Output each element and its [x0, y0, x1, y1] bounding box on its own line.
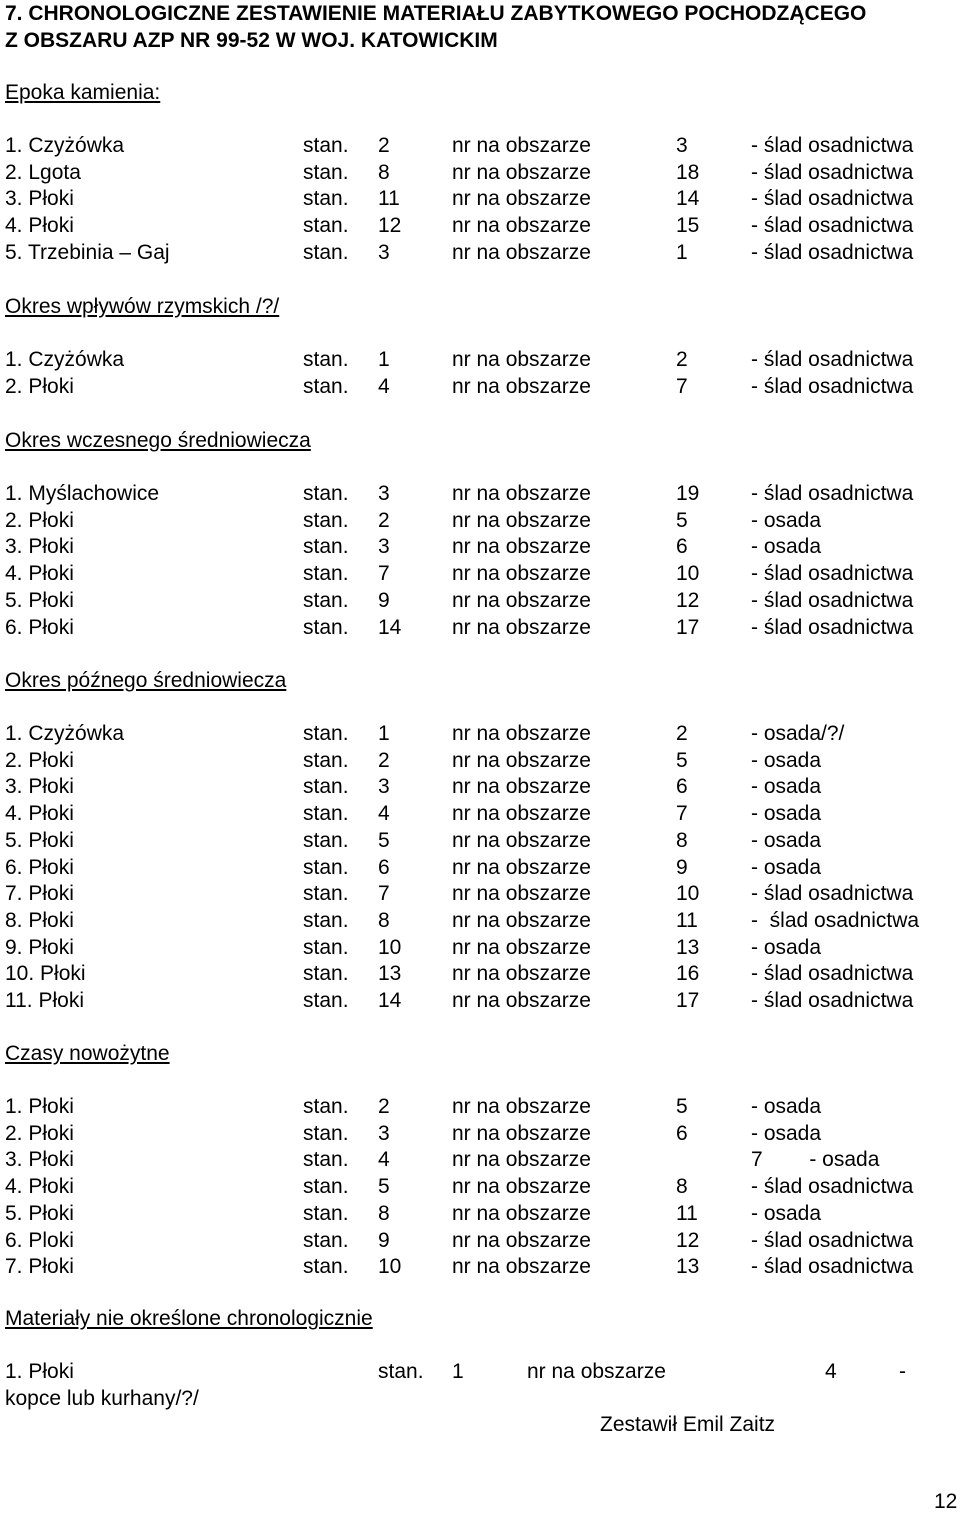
site-name: 3. Płoki: [5, 775, 74, 799]
area-label: nr na obszarze: [452, 348, 591, 371]
area-number: 13: [676, 935, 700, 959]
stan-label: stan.: [303, 374, 349, 398]
site-name: 3. Płoki: [5, 187, 74, 211]
stan-number: 1: [378, 348, 390, 371]
stan-number: 7: [378, 562, 390, 586]
stan-number: 6: [378, 855, 390, 879]
title-line-1: 7. CHRONOLOGICZNE ZESTAWIENIE MATERIAŁU ZABYTKOWEGO POCHODZĄCEGO: [5, 2, 867, 25]
site-name: 4. Płoki: [5, 562, 74, 586]
site-name: 6. Płoki: [5, 855, 74, 879]
site-name: 4. Płoki: [5, 802, 74, 826]
stan-label: stan.: [303, 1148, 349, 1172]
area-label: nr na obszarze: [452, 748, 591, 772]
area-number: 10: [676, 882, 700, 906]
area-label: nr na obszarze: [452, 240, 591, 264]
site-name: 9. Płoki: [5, 935, 74, 959]
area-number: 11: [676, 1201, 698, 1225]
list-item: [0, 1174, 960, 1201]
area-label: nr na obszarze: [452, 1201, 591, 1225]
stan-number: 2: [378, 508, 390, 532]
list-item: [0, 1147, 960, 1174]
area-label: nr na obszarze: [452, 908, 591, 932]
area-label: nr na obszarze: [452, 562, 591, 586]
area-number: 3: [676, 134, 688, 157]
site-type: - osada: [751, 802, 822, 826]
area-label: nr na obszarze: [452, 187, 591, 211]
site-type: - osada: [751, 1095, 822, 1118]
site-type: - ślad osadnictwa: [751, 348, 914, 371]
list-item: [0, 160, 960, 187]
site-type: - ślad osadnictwa: [751, 962, 914, 986]
area-label: nr na obszarze: [452, 1095, 591, 1118]
stan-number: 1: [452, 1360, 464, 1383]
stan-label: stan.: [303, 855, 349, 879]
site-name: 1. Czyżówka: [5, 722, 125, 745]
stan-label: stan.: [303, 482, 349, 505]
site-type: - osada/?/: [751, 722, 845, 745]
site-name: 7. Płoki: [5, 882, 74, 906]
stan-label: stan.: [303, 615, 349, 639]
site-name: 1. Myślachowice: [5, 482, 160, 505]
area-number: 2: [676, 722, 688, 745]
site-type: - ślad osadnictwa: [751, 1228, 914, 1252]
stan-number: 13: [378, 962, 402, 986]
area-label: nr na obszarze: [452, 160, 591, 184]
site-name: 2. Płoki: [5, 508, 74, 532]
stan-label: stan.: [303, 134, 349, 157]
area-number: 14: [676, 187, 700, 211]
stan-number: 10: [378, 935, 402, 959]
site-name: 8. Płoki: [5, 908, 74, 932]
area-label: nr na obszarze: [452, 482, 591, 505]
stan-label: stan.: [303, 882, 349, 906]
area-label: nr na obszarze: [527, 1360, 666, 1383]
area-number: 2: [676, 348, 688, 371]
stan-number: 4: [378, 374, 390, 398]
area-number: 6: [676, 535, 688, 559]
site-name: 2. Płoki: [5, 374, 74, 398]
stan-label: stan.: [303, 187, 349, 211]
list-item: [0, 508, 960, 535]
area-number: 6: [676, 775, 688, 799]
list-item: [0, 347, 960, 374]
stan-number: 8: [378, 1201, 390, 1225]
list-item: [0, 748, 960, 775]
stan-number: 1: [378, 722, 390, 745]
site-name: 1. Płoki: [5, 1095, 74, 1118]
site-type: - osada: [751, 935, 822, 959]
area-number: 17: [676, 615, 700, 639]
list-item: [0, 240, 960, 267]
stan-number: 14: [378, 615, 402, 639]
list-item: [0, 1359, 960, 1386]
site-type: - osada: [751, 535, 822, 559]
stan-number: 11: [378, 187, 400, 211]
site-name: 3. Płoki: [5, 535, 74, 559]
site-name: 4. Płoki: [5, 1175, 74, 1199]
site-type: - ślad osadnictwa: [751, 1175, 914, 1199]
area-number: 16: [676, 962, 700, 986]
stan-number: 12: [378, 214, 402, 238]
area-label: nr na obszarze: [452, 1228, 591, 1252]
stan-number: 3: [378, 775, 390, 799]
area-number: 10: [676, 562, 700, 586]
site-name: 1. Płoki: [5, 1360, 74, 1383]
list-item: [0, 1201, 960, 1228]
site-type: - osada: [751, 508, 822, 532]
site-name: 10. Płoki: [5, 962, 86, 986]
list-item: [0, 133, 960, 160]
stan-number: 8: [378, 160, 390, 184]
site-type: - ślad osadnictwa: [751, 615, 914, 639]
list-item: [0, 615, 960, 642]
section-heading: Epoka kamienia:: [5, 81, 161, 104]
site-name: 4. Płoki: [5, 214, 74, 238]
title-line-2: Z OBSZARU AZP NR 99-52 W WOJ. KATOWICKIM: [5, 29, 498, 52]
site-type: - ślad osadnictwa: [751, 134, 914, 157]
stan-number: 7: [378, 882, 390, 906]
list-item: [0, 988, 960, 1015]
site-type: - osada: [751, 748, 822, 772]
site-type: - ślad osadnictwa: [751, 374, 914, 398]
site-name: 1. Czyżówka: [5, 348, 125, 371]
site-type: - osada: [751, 855, 822, 879]
area-label: nr na obszarze: [452, 989, 591, 1012]
area-number: 9: [676, 855, 688, 879]
stan-label: stan.: [303, 802, 349, 826]
area-label: nr na obszarze: [452, 775, 591, 799]
stan-number: 3: [378, 240, 390, 264]
section-heading: Okres późnego średniowiecza: [5, 669, 287, 692]
stan-number: 2: [378, 748, 390, 772]
list-item: [0, 1228, 960, 1255]
stan-number: 4: [378, 1148, 390, 1172]
area-number: 4: [825, 1360, 837, 1383]
page-number: 12: [934, 1490, 958, 1513]
list-item: [0, 561, 960, 588]
site-name: 2. Płoki: [5, 1121, 74, 1145]
stan-label: stan.: [303, 775, 349, 799]
area-number: 17: [676, 989, 700, 1012]
site-name: 6. Płoki: [5, 615, 74, 639]
area-number: 7: [676, 802, 688, 826]
site-type: - ślad osadnictwa: [751, 187, 914, 211]
list-item: [0, 828, 960, 855]
stan-label: stan.: [303, 1175, 349, 1199]
site-name: 3. Płoki: [5, 1148, 74, 1172]
area-number: 1: [676, 240, 688, 264]
stan-label: stan.: [303, 989, 349, 1012]
area-number: 12: [676, 1228, 700, 1252]
area-number: 18: [676, 160, 700, 184]
stan-number: 3: [378, 482, 390, 505]
area-label: nr na obszarze: [452, 828, 591, 852]
site-type: -: [899, 1360, 906, 1383]
area-label: nr na obszarze: [452, 802, 591, 826]
stan-label: stan.: [303, 1201, 349, 1225]
area-label: nr na obszarze: [452, 1175, 591, 1199]
list-item: [0, 961, 960, 988]
area-number: 5: [676, 508, 688, 532]
list-item: [0, 935, 960, 962]
site-type: - ślad osadnictwa: [751, 882, 914, 906]
stan-label: stan.: [303, 1095, 349, 1118]
site-name: 5. Płoki: [5, 828, 74, 852]
list-item: [0, 534, 960, 561]
site-type: - ślad osadnictwa: [751, 160, 914, 184]
stan-label: stan.: [303, 962, 349, 986]
list-item: [0, 481, 960, 508]
area-number: 19: [676, 482, 700, 505]
stan-label: stan.: [303, 722, 349, 745]
stan-number: 8: [378, 908, 390, 932]
area-number: 12: [676, 588, 700, 612]
stan-number: 14: [378, 989, 402, 1012]
area-label: nr na obszarze: [452, 1255, 591, 1279]
area-label: nr na obszarze: [452, 214, 591, 238]
area-label: nr na obszarze: [452, 588, 591, 612]
site-type: - ślad osadnictwa: [751, 989, 914, 1012]
section-heading: Materiały nie określone chronologicznie: [5, 1307, 373, 1330]
area-label: nr na obszarze: [452, 855, 591, 879]
area-number: 11: [676, 908, 698, 932]
site-name: 11. Płoki: [5, 989, 84, 1012]
site-type: 7 - osada: [751, 1148, 880, 1172]
stan-number: 5: [378, 1175, 390, 1199]
area-label: nr na obszarze: [452, 935, 591, 959]
area-label: nr na obszarze: [452, 1121, 591, 1145]
site-type: - ślad osadnictwa: [751, 482, 914, 505]
area-number: 6: [676, 1121, 688, 1145]
site-type: - ślad osadnictwa: [751, 588, 914, 612]
site-name: 5. Trzebinia – Gaj: [5, 240, 170, 264]
area-number: 5: [676, 1095, 688, 1118]
site-type: - ślad osadnictwa: [751, 908, 920, 932]
stan-label: stan.: [303, 908, 349, 932]
list-item: [0, 721, 960, 748]
stan-label: stan.: [303, 508, 349, 532]
list-item: [0, 801, 960, 828]
site-name: 7. Płoki: [5, 1255, 74, 1279]
stan-label: stan.: [303, 562, 349, 586]
stan-label: stan.: [303, 535, 349, 559]
stan-number: 2: [378, 1095, 390, 1118]
list-item: [0, 186, 960, 213]
list-item: [0, 855, 960, 882]
document-title: [5, 0, 960, 54]
area-label: nr na obszarze: [452, 615, 591, 639]
list-item: [0, 374, 960, 401]
site-type: - ślad osadnictwa: [751, 214, 914, 238]
list-item: [0, 1121, 960, 1148]
section-heading: Czasy nowożytne: [5, 1042, 170, 1065]
stan-label: stan.: [303, 348, 349, 371]
stan-label: stan.: [303, 240, 349, 264]
section-heading: Okres wpływów rzymskich /?/: [5, 295, 280, 318]
area-number: 5: [676, 748, 688, 772]
area-label: nr na obszarze: [452, 535, 591, 559]
list-item: [0, 774, 960, 801]
list-item: [0, 588, 960, 615]
stan-number: 5: [378, 828, 390, 852]
stan-label: stan.: [303, 1255, 349, 1279]
area-label: nr na obszarze: [452, 134, 591, 157]
stan-number: 4: [378, 802, 390, 826]
list-item: [0, 1254, 960, 1281]
area-label: nr na obszarze: [452, 1148, 591, 1172]
area-label: nr na obszarze: [452, 722, 591, 745]
stan-label: stan.: [303, 588, 349, 612]
list-item: [0, 881, 960, 908]
site-type: - ślad osadnictwa: [751, 562, 914, 586]
site-name: 2. Lgota: [5, 160, 81, 184]
row-continuation: kopce lub kurhany/?/: [5, 1387, 199, 1410]
site-name: 1. Czyżówka: [5, 134, 125, 157]
site-type: - osada: [751, 1121, 822, 1145]
stan-label: stan.: [303, 160, 349, 184]
stan-number: 9: [378, 1228, 390, 1252]
site-type: - osada: [751, 828, 822, 852]
site-type: - osada: [751, 1201, 822, 1225]
site-name: 5. Płoki: [5, 588, 74, 612]
stan-label: stan.: [303, 214, 349, 238]
area-label: nr na obszarze: [452, 882, 591, 906]
signature: Zestawił Emil Zaitz: [600, 1413, 776, 1436]
area-number: 13: [676, 1255, 700, 1279]
list-item: [0, 908, 960, 935]
stan-label: stan.: [303, 935, 349, 959]
site-name: 6. Ploki: [5, 1228, 74, 1252]
stan-number: 3: [378, 535, 390, 559]
site-type: - ślad osadnictwa: [751, 240, 914, 264]
area-label: nr na obszarze: [452, 374, 591, 398]
list-item: [0, 1094, 960, 1121]
list-item: [0, 213, 960, 240]
stan-label: stan.: [303, 1121, 349, 1145]
site-name: 5. Płoki: [5, 1201, 74, 1225]
area-number: 7: [676, 374, 688, 398]
area-label: nr na obszarze: [452, 508, 591, 532]
stan-label: stan.: [378, 1360, 424, 1383]
stan-number: 10: [378, 1255, 402, 1279]
stan-number: 9: [378, 588, 390, 612]
stan-number: 2: [378, 134, 390, 157]
stan-label: stan.: [303, 828, 349, 852]
site-type: - ślad osadnictwa: [751, 1255, 914, 1279]
site-type: - osada: [751, 775, 822, 799]
stan-label: stan.: [303, 748, 349, 772]
area-number: 8: [676, 1175, 688, 1199]
stan-number: 3: [378, 1121, 390, 1145]
area-number: 8: [676, 828, 688, 852]
site-name: 2. Płoki: [5, 748, 74, 772]
area-number: 15: [676, 214, 700, 238]
stan-label: stan.: [303, 1228, 349, 1252]
section-heading: Okres wczesnego średniowiecza: [5, 429, 311, 452]
area-label: nr na obszarze: [452, 962, 591, 986]
